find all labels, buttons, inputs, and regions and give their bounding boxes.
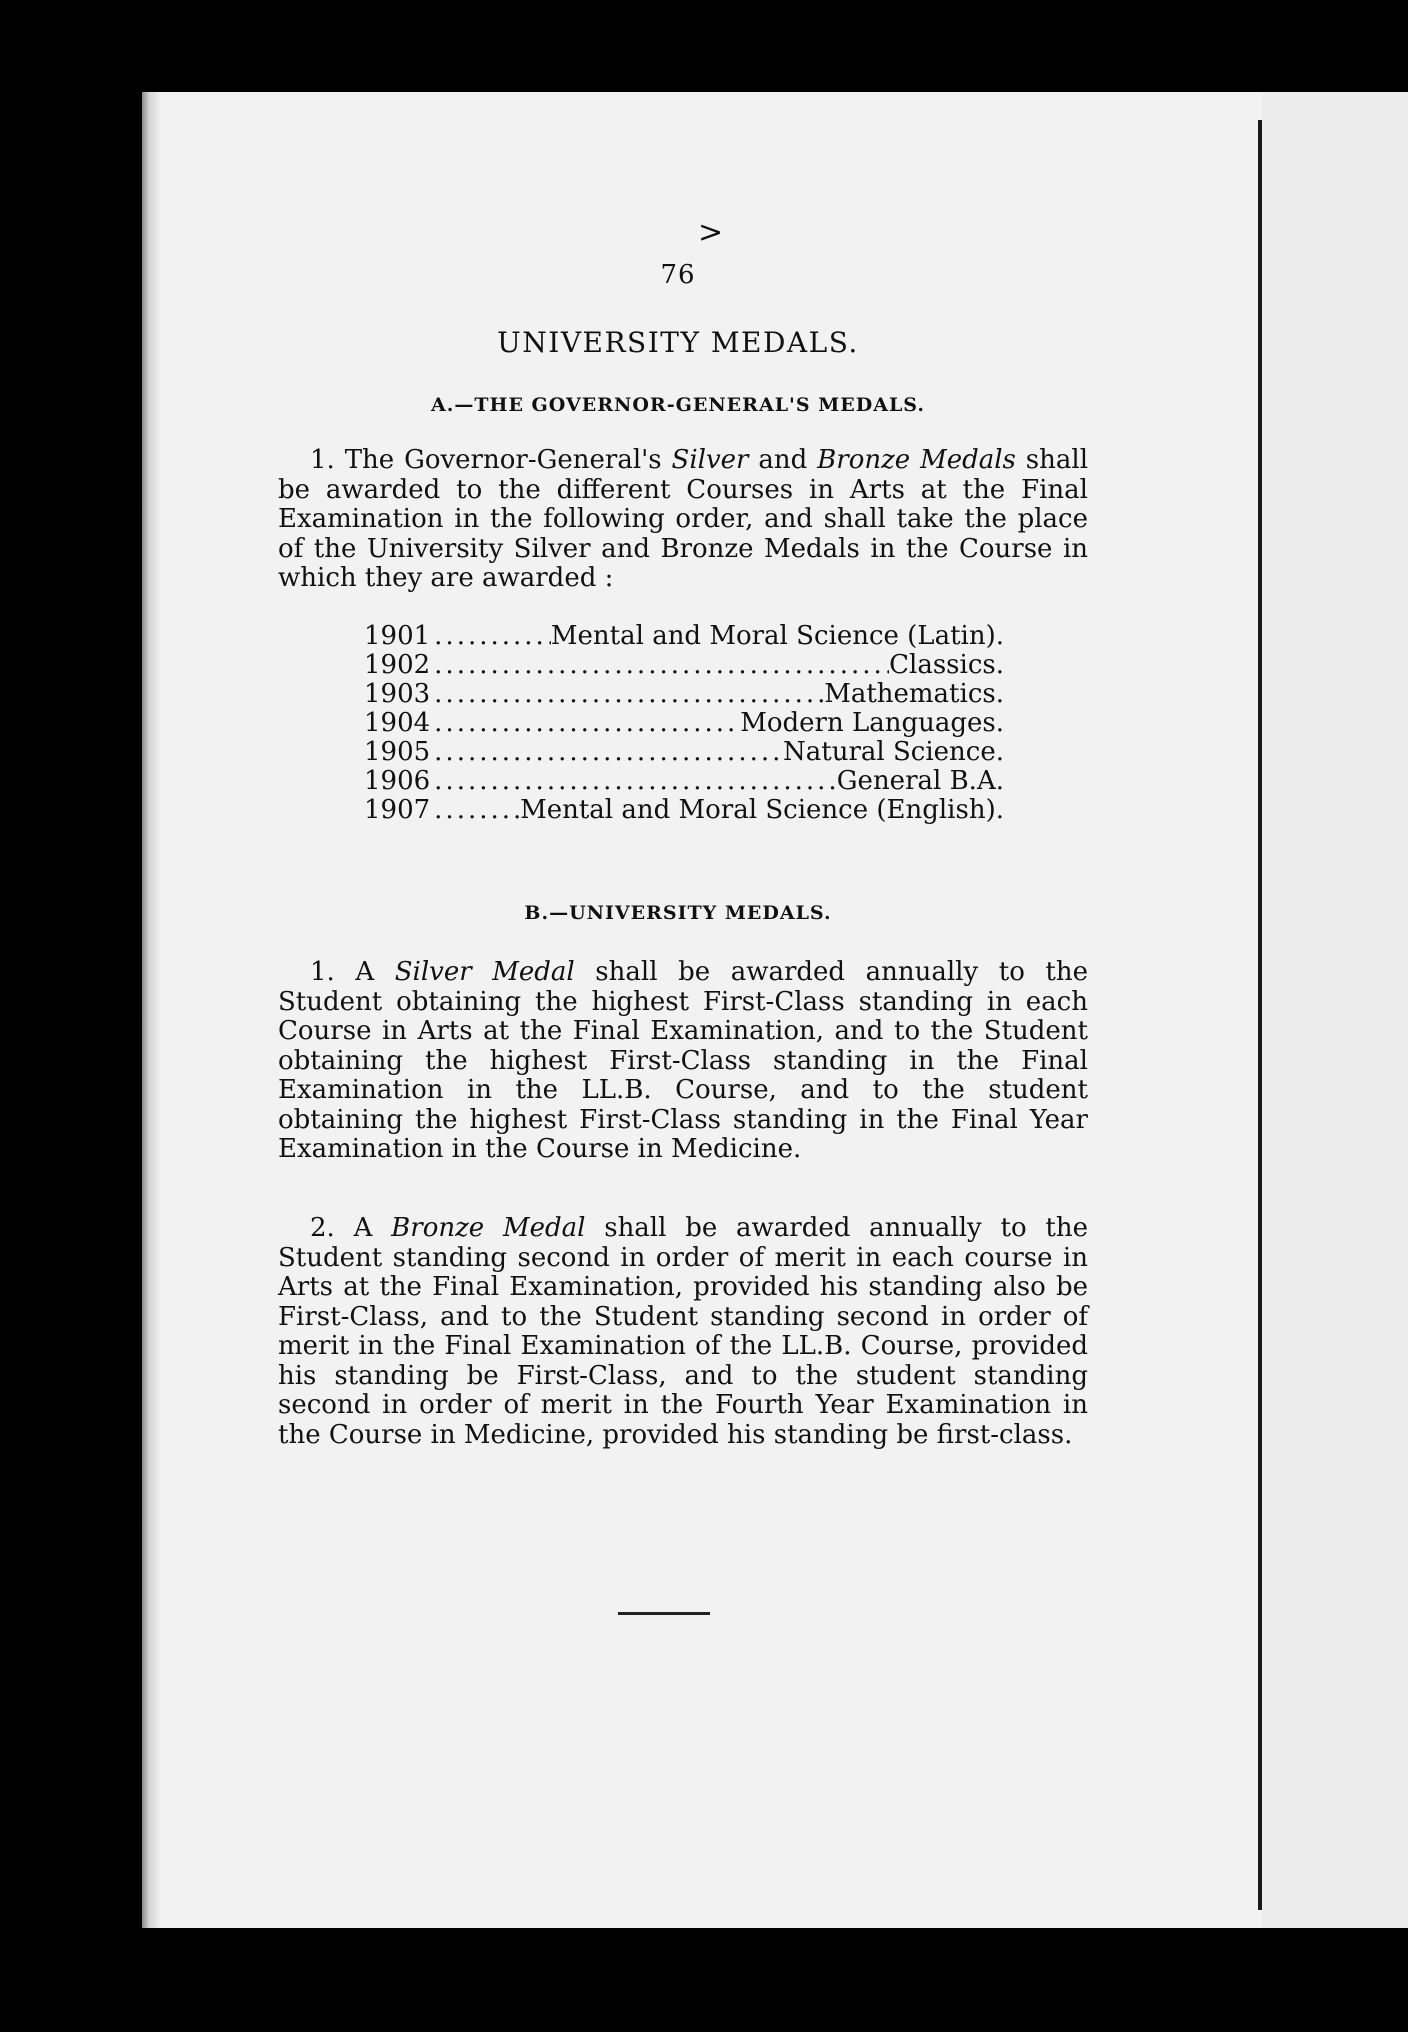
page-binding-edge (142, 92, 160, 1928)
section-b-paragraph-2 (278, 1214, 1088, 1450)
medal-subject: Modern Languages. (740, 709, 1004, 738)
medal-subject: Classics. (889, 651, 1004, 680)
medal-schedule-row (364, 622, 1004, 651)
medal-subject: Mental and Moral Science (English). (520, 796, 1004, 825)
medal-year: 1901 (364, 622, 431, 651)
medal-schedule-row (364, 709, 1004, 738)
medal-year: 1905 (364, 738, 431, 767)
facing-page-margin (1262, 92, 1408, 1928)
medal-subject: Mental and Moral Science (Latin). (550, 622, 1004, 651)
para-emphasis: Bronze Medals (817, 445, 1016, 475)
para-text: and (748, 445, 818, 475)
para-text: shall be awarded to the different Courses in Arts at the Final Examination in the following order, and shall take the place of the University Silver and Bronze Medals in the Course in which they are awarded : (278, 445, 1089, 593)
para-text: shall be awarded annually to the Student obtaining the highest First-Class standing in each Course in Arts at the Final Examination, and to the Student obtaining the highest First-Class standing in the Final Examination in the LL.B. Course, and to the student obtaining the highest First-Class standing in the Final Year Examination in the Course in Medicine. (278, 957, 1089, 1164)
para-text: shall be awarded annually to the Student standing second in order of merit in each course in Arts at the Final Examination, provided his standing also be First-Class, and to the Student standing second in order of merit in the Final Examination of the LL.B. Course, provided his standing be First-Class, and to the student standing second in order of merit in the Fourth Year Examination in the Course in Medicine, provided his standing be first-class. (278, 1213, 1088, 1450)
leader-dots (430, 738, 783, 767)
medal-schedule-list (364, 622, 1004, 825)
para-text: 2. A (310, 1213, 392, 1243)
section-a-paragraph-1 (278, 446, 1088, 594)
leader-dots (430, 796, 520, 825)
medal-year: 1907 (364, 796, 431, 825)
para-emphasis: Silver Medal (394, 957, 575, 987)
para-emphasis: Bronze Medal (391, 1213, 586, 1243)
medal-schedule-row (364, 680, 1004, 709)
leader-dots (430, 767, 837, 796)
section-b-heading: B.—UNIVERSITY MEDALS. (524, 902, 832, 924)
page-number: 76 (660, 260, 696, 290)
section-a-heading: A.—THE GOVERNOR-GENERAL'S MEDALS. (431, 394, 925, 416)
end-rule (618, 1612, 710, 1615)
section-b-paragraph-1 (278, 958, 1088, 1165)
medal-year: 1904 (364, 709, 431, 738)
para-text: 1. The Governor-General's (310, 445, 672, 475)
medal-schedule-row (364, 738, 1004, 767)
page-title: UNIVERSITY MEDALS. (497, 326, 859, 359)
medal-subject: General B.A. (836, 767, 1004, 796)
medal-year: 1906 (364, 767, 431, 796)
leader-dots (430, 709, 740, 738)
medal-schedule-row (364, 796, 1004, 825)
para-text: 1. A (310, 957, 395, 987)
medal-year: 1903 (364, 680, 431, 709)
medal-year: 1902 (364, 651, 431, 680)
page-mark: > (698, 215, 724, 250)
leader-dots (430, 651, 889, 680)
para-emphasis: Silver (671, 445, 749, 475)
page-gutter-line (1258, 120, 1262, 1910)
medal-schedule-row (364, 767, 1004, 796)
leader-dots (430, 622, 551, 651)
medal-schedule-row (364, 651, 1004, 680)
medal-subject: Mathematics. (824, 680, 1004, 709)
medal-subject: Natural Science. (783, 738, 1004, 767)
leader-dots (430, 680, 824, 709)
